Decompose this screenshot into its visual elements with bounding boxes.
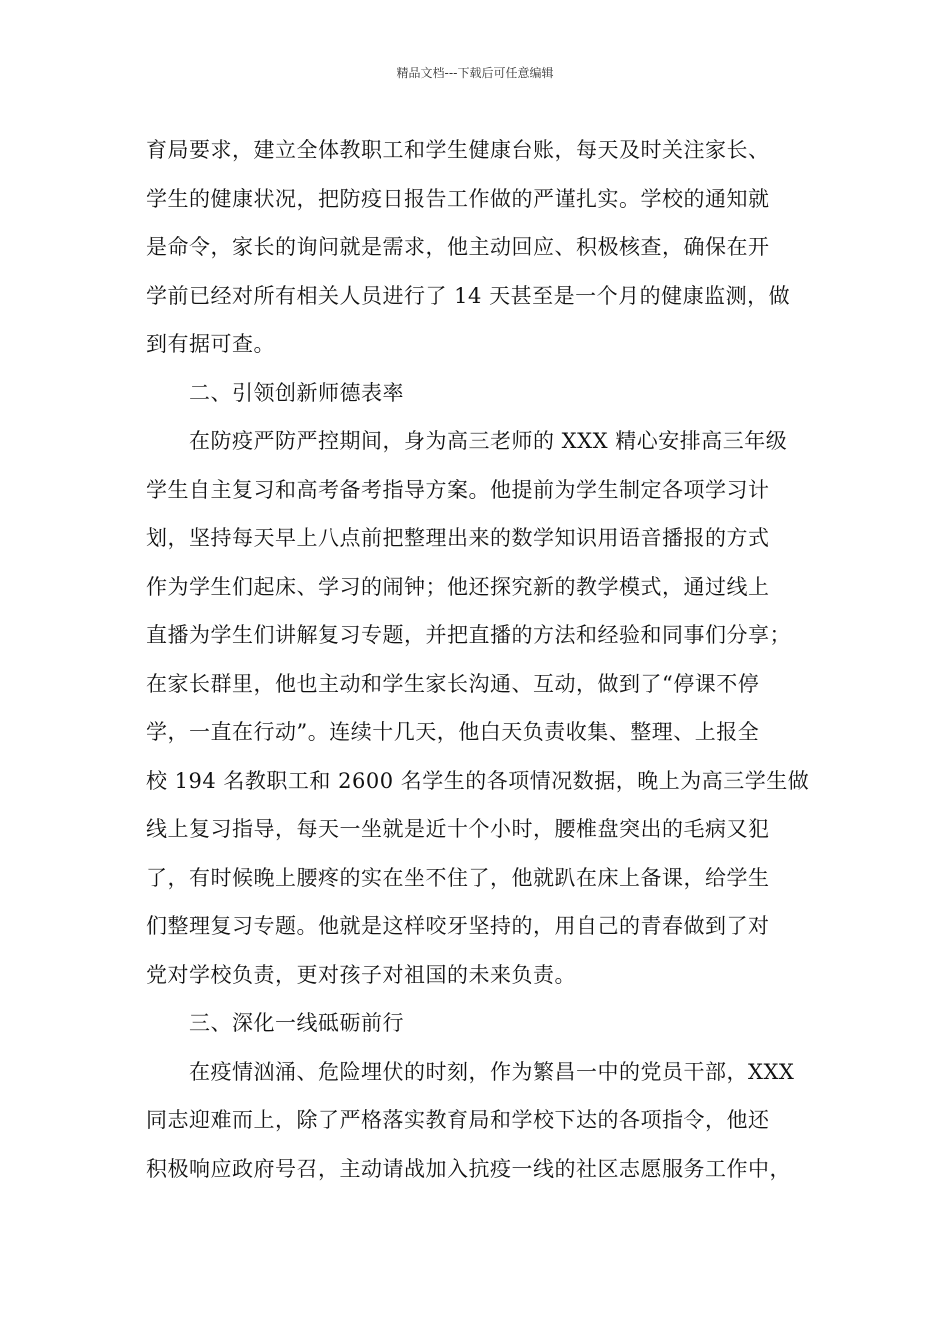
document-body [146,126,810,1193]
text-line: 学前已经对所有相关人员进行了 14 天甚至是一个月的健康监测，做 [146,283,791,308]
text-line: 育局要求，建立全体教职工和学生健康台账，每天及时关注家长、 [146,138,770,162]
section-heading: 三、深化一线砥砺前行 [189,1011,404,1035]
text-line: 学生自主复习和高考备考指导方案。他提前为学生制定各项学习计 [146,477,770,502]
text-line: 同志迎难而上，除了严格落实教育局和学校下达的各项指令，他还 [146,1108,770,1132]
text-line: 了，有时候晚上腰疼的实在坐不住了，他就趴在床上备课，给学生 [146,865,770,890]
text-line: 作为学生们起床、学习的闹钟；他还探究新的教学模式，通过线上 [146,574,770,599]
text-line: 划，坚持每天早上八点前把整理出来的数学知识用语音播报的方式 [146,526,770,550]
page-header: 精品文档---下载后可任意编辑 [396,66,554,80]
section-heading: 二、引领创新师德表率 [189,380,404,405]
text-line: 到有据可查。 [146,332,275,356]
text-line: 们整理复习专题。他就是这样咬牙坚持的，用自己的青春做到了对 [146,914,770,938]
text-line: 校 194 名教职工和 2600 名学生的各项情况数据，晚上为高三学生做 [146,768,810,793]
text-line: 线上复习指导，每天一坐就是近十个小时，腰椎盘突出的毛病又犯 [146,817,770,841]
text-line: 在防疫严防严控期间，身为高三老师的 XXX 精心安排高三年级 [189,429,788,453]
text-line: 党对学校负责，更对孩子对祖国的未来负责。 [146,962,576,987]
text-line: 积极响应政府号召，主动请战加入抗疫一线的社区志愿服务工作中， [146,1156,791,1181]
text-line: 是命令，家长的询问就是需求，他主动回应、积极核查，确保在开 [146,235,770,259]
text-line: 在家长群里，他也主动和学生家长沟通、互动，做到了“停课不停 [146,671,760,696]
text-line: 学生的健康状况，把防疫日报告工作做的严谨扎实。学校的通知就 [146,186,770,211]
text-line: 学，一直在行动”。连续十几天，他白天负责收集、整理、上报全 [146,720,760,744]
text-line: 在疫情汹涌、危险埋伏的时刻，作为繁昌一中的党员干部，XXX [189,1059,795,1084]
text-line: 直播为学生们讲解复习专题，并把直播的方法和经验和同事们分享； [146,623,791,647]
